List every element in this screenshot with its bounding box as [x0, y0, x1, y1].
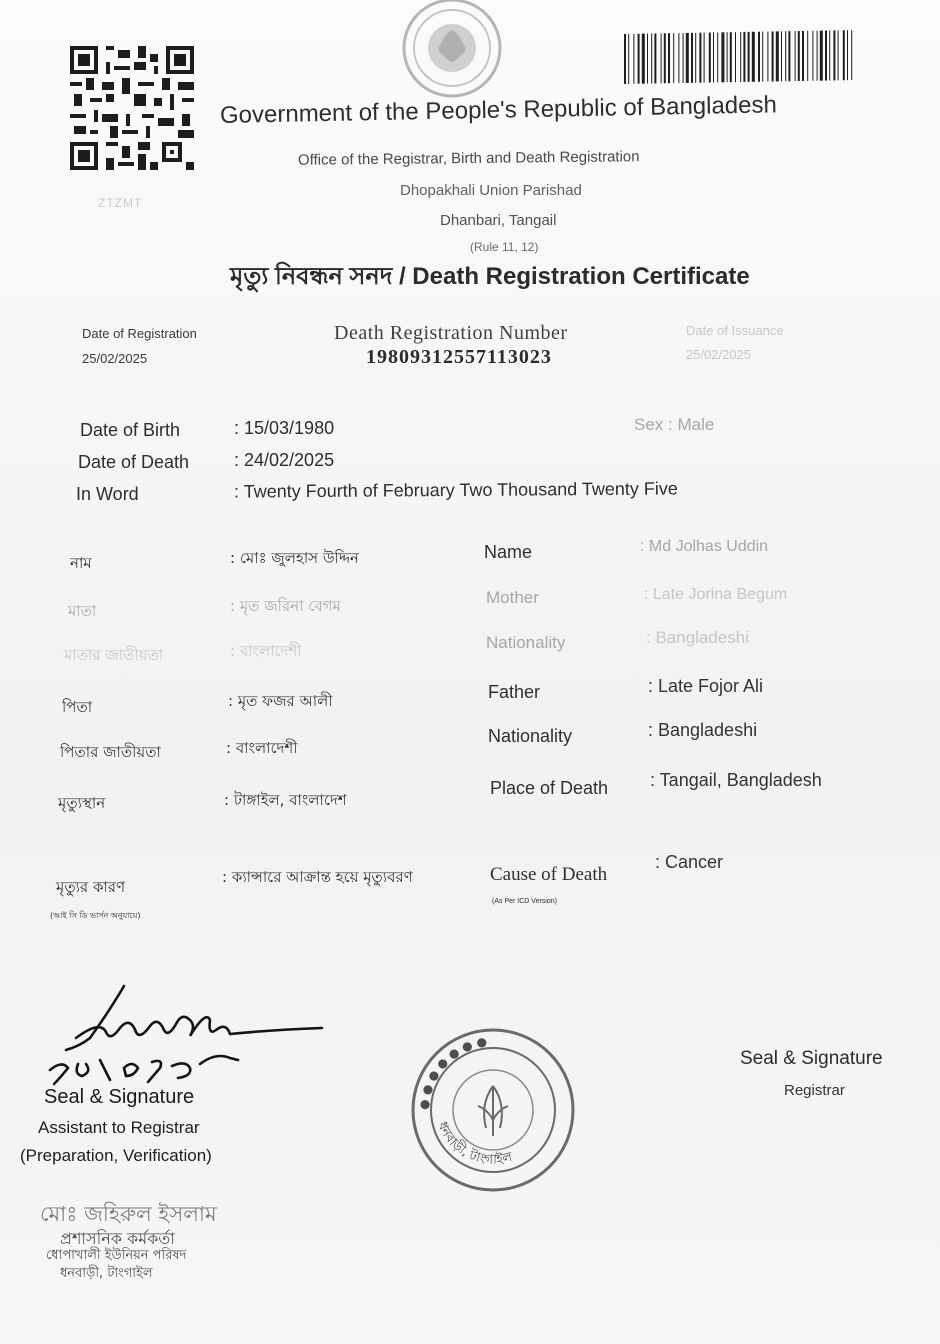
- bn-name-value: : মোঃ জুলহাস উদ্দিন: [230, 549, 359, 567]
- barcode-bar: [709, 33, 711, 83]
- government-emblem-icon: [400, 0, 504, 100]
- en-place-label: Place of Death: [490, 778, 609, 798]
- en-name-value: : Md Jolhas Uddin: [640, 538, 769, 555]
- bn-cause-note: (আই সি ডি ভার্সন অনুযায়ে): [50, 911, 141, 920]
- en-cause-value: : Cancer: [655, 852, 724, 872]
- bn-mother-nationality-value: : বাংলাদেশী: [230, 642, 302, 660]
- barcode-bar: [772, 31, 774, 81]
- dob-label: Date of Birth: [80, 420, 181, 440]
- barcode-bar: [668, 33, 670, 83]
- assistant-seal-label: Seal & Signature: [44, 1086, 195, 1108]
- inword-value: : Twenty Fourth of February Two Thousand Twenty Five: [233, 478, 678, 502]
- barcode-bar: [730, 32, 732, 82]
- stamp-union: ধোপাখালী ইউনিয়ন পরিষদ: [46, 1248, 187, 1263]
- barcode-bar: [695, 33, 696, 83]
- seal-top-text: ● ● ● ● ● ● ●: [416, 1034, 488, 1111]
- location-name: Dhanbari, Tangail: [440, 212, 557, 229]
- barcode-bar: [781, 31, 782, 81]
- stamp-role: প্রশাসনিক কর্মকর্তা: [60, 1229, 175, 1248]
- en-cause-label: Cause of Death: [490, 864, 608, 885]
- barcode-icon: [622, 26, 858, 88]
- assistant-title: Assistant to Registrar: [38, 1118, 200, 1137]
- rule-reference: (Rule 11, 12): [470, 240, 539, 254]
- barcode-bar: [699, 33, 701, 83]
- barcode-bar: [686, 33, 689, 83]
- barcode-bar: [721, 32, 724, 82]
- bn-mother-nationality-label: মাতার জাতীয়তা: [64, 646, 164, 664]
- bn-father-nationality-label: পিতার জাতীয়তা: [60, 743, 161, 761]
- barcode-bar: [735, 32, 736, 82]
- barcode-bar: [767, 32, 768, 82]
- date-of-registration-value: 25/02/2025: [82, 351, 148, 366]
- barcode-bar: [795, 31, 796, 81]
- inword-label: In Word: [76, 484, 139, 504]
- barcode-bar: [817, 31, 818, 81]
- barcode-bar: [642, 34, 645, 84]
- barcode-bar: [776, 31, 779, 81]
- bn-cause-label: মৃত্যুর কারণ: [56, 878, 126, 896]
- government-title: Government of the People's Republic of Bangladesh: [219, 91, 778, 129]
- bn-cause-value: : ক্যান্সারে আক্রান্ত হয়ে মৃত্যুবরণ: [222, 868, 413, 886]
- union-name: Dhopakhali Union Parishad: [400, 182, 582, 199]
- registrar-seal-label: Seal & Signature: [740, 1048, 883, 1069]
- barcode-bar: [847, 30, 848, 80]
- barcode-bar: [661, 33, 662, 83]
- en-mother-value: : Late Jorina Begum: [644, 586, 788, 603]
- barcode-bar: [727, 32, 728, 82]
- barcode-bar: [802, 31, 804, 81]
- barcode-bar: [829, 30, 830, 80]
- seal-bottom-text: ধনবাড়ী, টাংগাইল: [434, 1119, 514, 1168]
- dod-value: : 24/02/2025: [234, 450, 335, 470]
- en-mother-label: Mother: [486, 588, 539, 607]
- barcode-bar: [691, 33, 693, 83]
- en-mother-nationality-value: : Bangladeshi: [646, 628, 750, 647]
- en-mother-nationality-label: Nationality: [486, 633, 566, 652]
- barcode-bar: [717, 32, 718, 82]
- barcode-bar: [647, 34, 648, 84]
- barcode-bar: [651, 34, 652, 84]
- bn-name-label: নাম: [70, 554, 92, 572]
- barcode-bar: [843, 30, 845, 80]
- bn-father-label: পিতা: [62, 698, 93, 716]
- office-title: Office of the Registrar, Birth and Death Registration: [297, 148, 640, 169]
- barcode-bar: [704, 33, 705, 83]
- barcode-bar: [798, 31, 800, 81]
- barcode-bar: [673, 33, 674, 83]
- en-father-label: Father: [488, 682, 541, 702]
- barcode-bar: [713, 32, 714, 82]
- barcode-bar: [785, 31, 786, 81]
- sex-value: Sex : Male: [634, 415, 715, 434]
- registration-number-label: Death Registration Number: [334, 322, 568, 344]
- stamp-location: ধনবাড়ী, টাংগাইল: [60, 1266, 153, 1281]
- barcode-bar: [758, 32, 760, 82]
- barcode-bar: [820, 31, 823, 81]
- bn-mother-label: মাতা: [68, 602, 97, 620]
- en-father-nationality-value: : Bangladeshi: [648, 720, 758, 740]
- barcode-bar: [678, 33, 679, 83]
- date-of-issuance-label: Date of Issuance: [686, 323, 784, 338]
- date-of-issuance-value: 25/02/2025: [686, 347, 752, 362]
- en-father-value: : Late Fojor Ali: [648, 676, 764, 696]
- date-of-registration-label: Date of Registration: [82, 326, 197, 341]
- barcode-bar: [743, 32, 745, 82]
- assistant-signature-icon: [40, 980, 340, 1100]
- barcode-bar: [825, 31, 827, 81]
- qr-code-text: ZTZMT: [98, 196, 143, 210]
- barcode-bar: [664, 33, 666, 83]
- assistant-role: (Preparation, Verification): [20, 1146, 212, 1165]
- svg-text:ধনবাড়ী, টাংগাইল: [434, 1120, 514, 1168]
- barcode-bar: [851, 30, 852, 80]
- barcode-bar: [624, 34, 626, 84]
- dob-value: : 15/03/1980: [234, 418, 335, 438]
- en-cause-note: (As Per ICD Version): [492, 898, 557, 905]
- barcode-bar: [788, 31, 790, 81]
- en-name-label: Name: [484, 542, 533, 562]
- bn-father-value: : মৃত ফজর আলী: [228, 692, 333, 710]
- barcode-bar: [740, 32, 741, 82]
- union-seal-icon: [408, 1024, 578, 1198]
- barcode-bar: [838, 30, 839, 80]
- stamp-name: মোঃ জহিরুল ইসলাম: [40, 1202, 217, 1226]
- registration-number-value: 19809312557113023: [366, 346, 552, 368]
- bn-father-nationality-value: : বাংলাদেশী: [226, 739, 298, 757]
- barcode-bar: [654, 33, 656, 83]
- bn-place-label: মৃত্যুস্থান: [58, 794, 106, 812]
- dod-label: Date of Death: [78, 452, 190, 472]
- barcode-bar: [633, 34, 634, 84]
- qr-code-icon: [66, 42, 198, 174]
- barcode-bar: [748, 32, 750, 82]
- barcode-bar: [638, 34, 640, 84]
- bn-place-value: : টাঙ্গাইল, বাংলাদেশ: [224, 791, 347, 809]
- barcode-bar: [752, 32, 755, 82]
- en-place-value: : Tangail, Bangladesh: [650, 770, 822, 790]
- bn-mother-value: : মৃত জরিনা বেগম: [230, 597, 341, 615]
- barcode-bar: [683, 33, 684, 83]
- en-father-nationality-label: Nationality: [488, 726, 573, 746]
- barcode-bar: [628, 34, 629, 84]
- registrar-title: Registrar: [784, 1082, 845, 1099]
- barcode-bar: [807, 31, 808, 81]
- barcode-bar: [762, 32, 763, 82]
- certificate-title: মৃত্যু নিবন্ধন সনদ / Death Registration Certificate: [230, 263, 750, 290]
- barcode-bar: [833, 30, 835, 80]
- barcode-bar: [812, 31, 813, 81]
